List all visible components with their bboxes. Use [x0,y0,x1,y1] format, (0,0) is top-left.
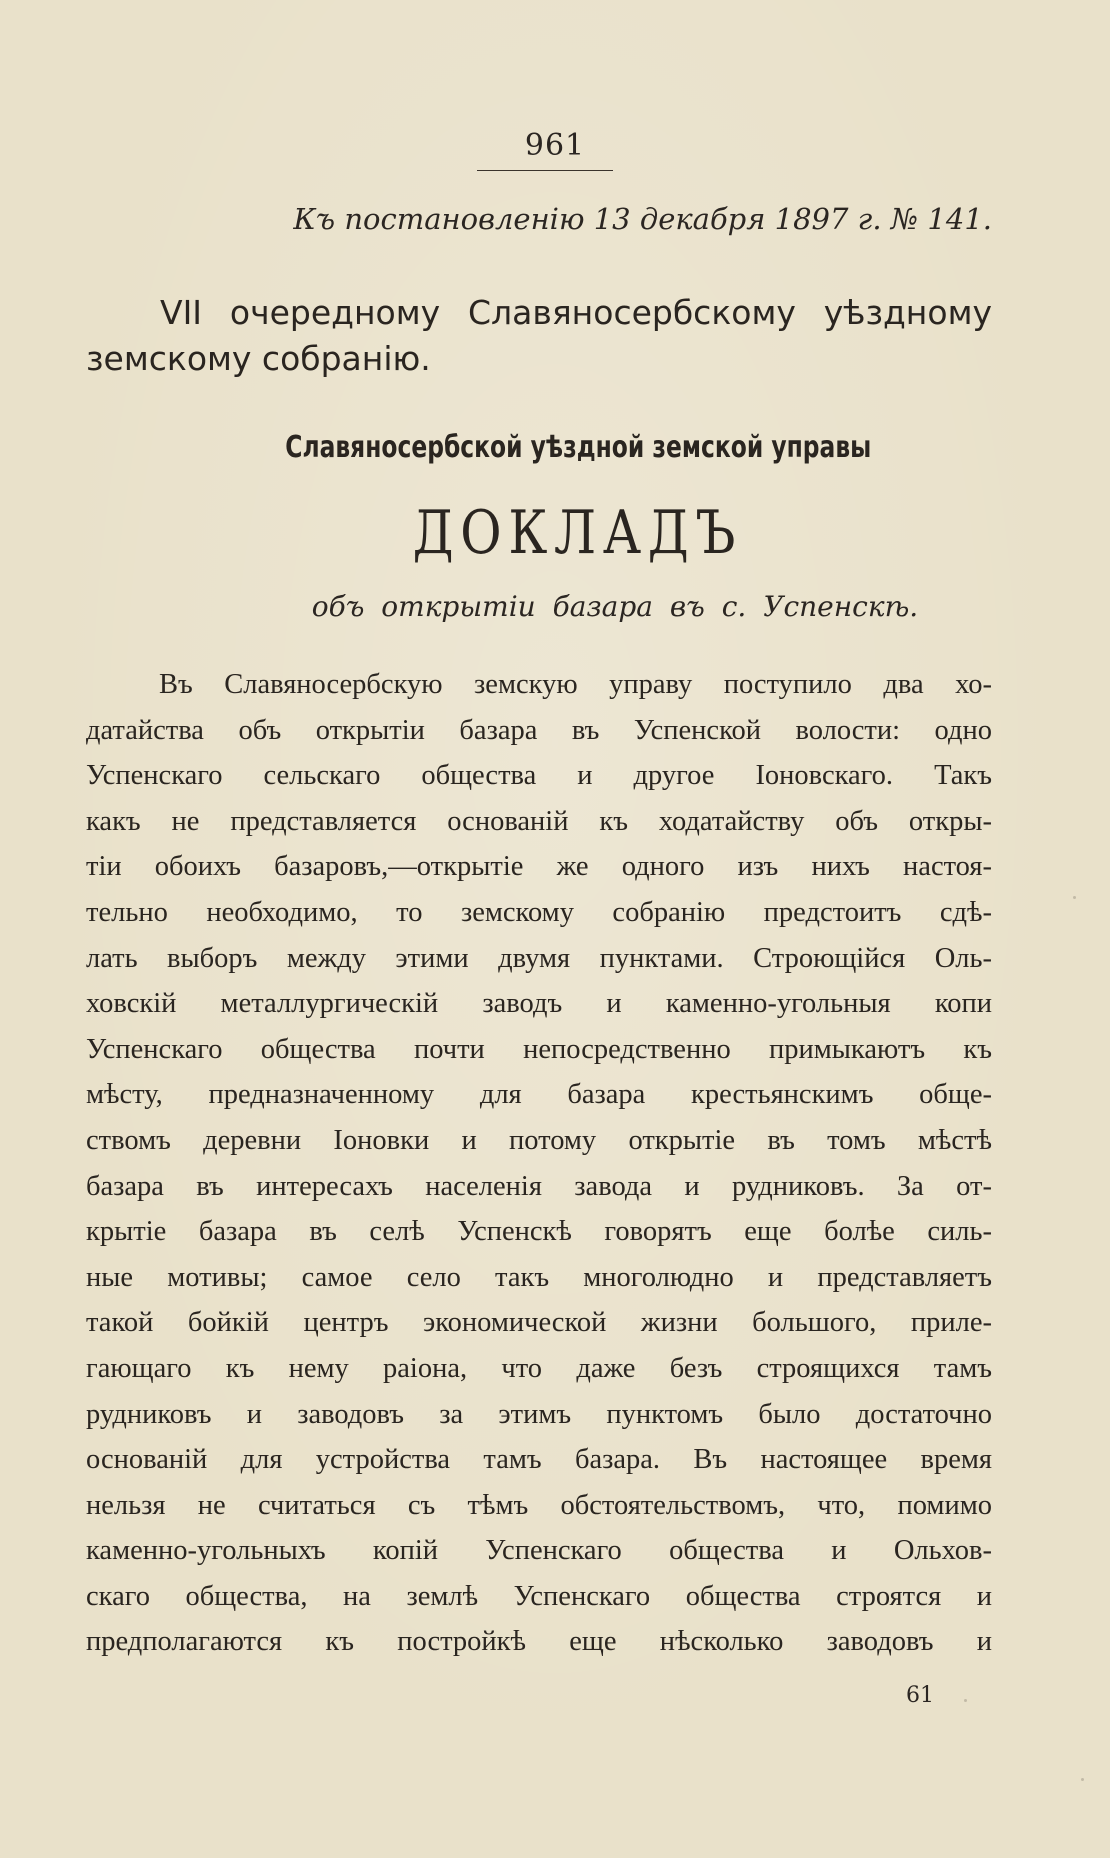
body-line: ховскій металлургическій заводъ и каменно-угольныя копи [86,988,992,1020]
attachment-note: Къ постановленію 13 декабря 1897 г. № 141. [293,202,992,236]
body-line: Въ Славяносербскую земскую управу поступило два хо- [159,669,992,700]
addressee-heading [86,290,992,382]
page-number-rule [477,170,613,171]
body-line: датайства объ открытіи базара въ Успенской волости: одно [86,714,992,746]
body-line: основаній для устройства тамъ базара. Въ настоящее время [86,1444,992,1476]
paper-speck [1081,1778,1084,1781]
body-line: тельно необходимо, то земскому собранію предстоитъ сдѣ- [86,896,992,928]
organization-title: Славяносербской уѣздной земской управы [285,430,872,465]
body-line: предполагаются къ постройкѣ еще нѣсколько заводовъ и [86,1626,992,1658]
signature-mark: 61 [906,1683,934,1708]
body-line: каменно-угольныхъ копій Успенскаго общества и Ольхов- [86,1535,992,1567]
document-title: ДОКЛАДЪ [412,498,743,568]
body-line: какъ не представляется основаній къ ходатайству объ откры- [86,805,992,837]
paper-speck [1073,896,1076,899]
document-subtitle: объ открытіи базара въ с. Успенскѣ. [311,590,919,623]
body-paragraph [86,662,992,1665]
body-line: гающаго къ нему раіона, что даже безъ строящихся тамъ [86,1352,992,1384]
body-line: такой бойкій центръ экономической жизни большого, приле- [86,1307,992,1339]
page-number: 961 [524,128,586,163]
paper-speck [964,1699,967,1702]
body-line: мѣсту, предназначенному для базара крестьянскимъ обще- [86,1079,992,1111]
addressee-line-2: земскому собранію. [86,339,431,378]
body-line: лать выборъ между этими двумя пунктами. Строющійся Оль- [86,942,992,974]
body-line: Успенскаго сельскаго общества и другое Іоновскаго. Такъ [86,760,992,792]
body-line: скаго общества, на землѣ Успенскаго общества строятся и [86,1580,992,1612]
body-line: крытіе базара въ селѣ Успенскѣ говорятъ еще болѣе силь- [86,1216,992,1248]
body-line: рудниковъ и заводовъ за этимъ пунктомъ было достаточно [86,1398,992,1430]
body-line: тіи обоихъ базаровъ,—открытіе же одного изъ нихъ настоя- [86,851,992,883]
body-line: базара въ интересахъ населенія завода и рудниковъ. За от- [86,1170,992,1202]
addressee-line-1: VII очередному Славяносербскому уѣздному [160,293,992,332]
body-line: Успенскаго общества почти непосредственно примыкаютъ къ [86,1033,992,1065]
body-line: нельзя не считаться съ тѣмъ обстоятельствомъ, что, помимо [86,1489,992,1521]
body-line: ные мотивы; самое село такъ многолюдно и представляетъ [86,1261,992,1293]
body-line: ствомъ деревни Іоновки и потому открытіе въ томъ мѣстѣ [86,1124,992,1156]
